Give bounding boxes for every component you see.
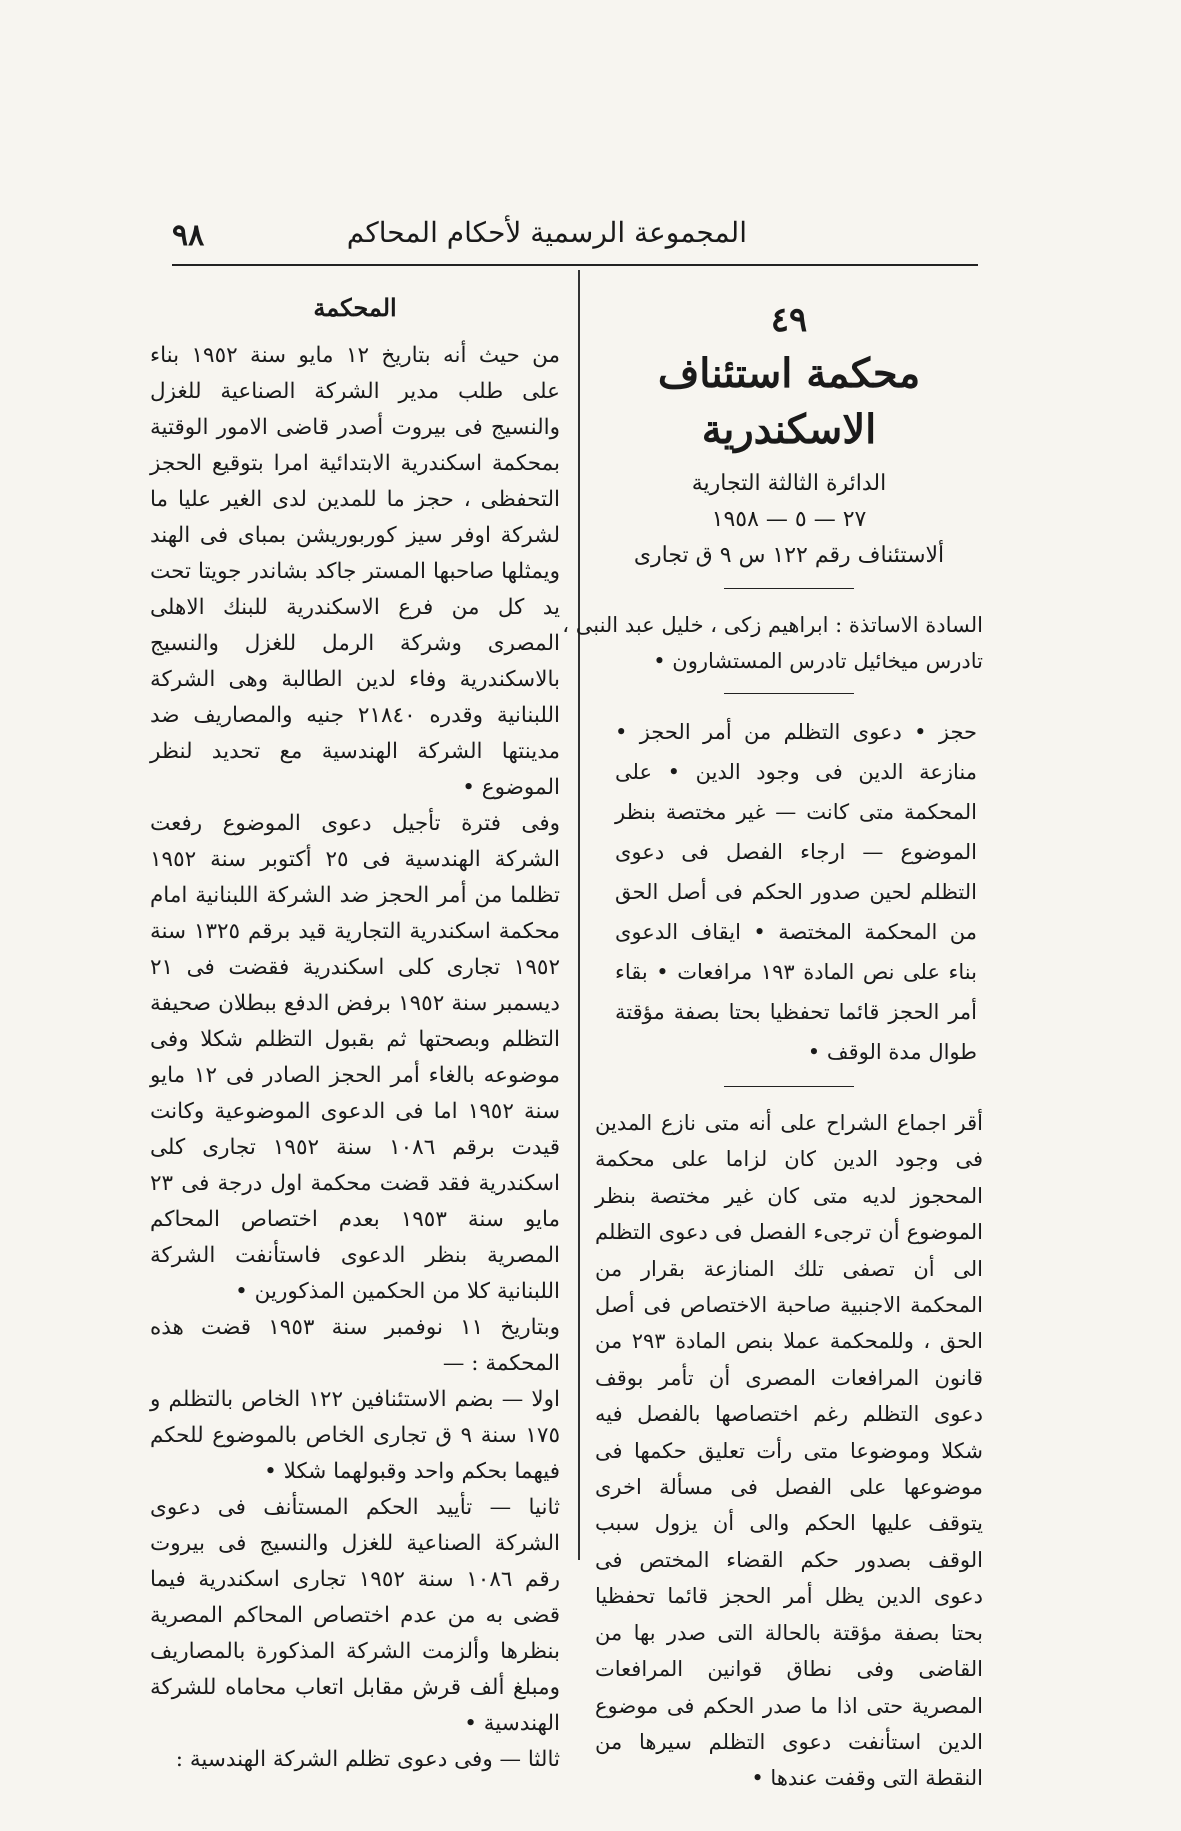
paragraph: ثانيا — تأييد الحكم المستأنف فى دعوى الشركة الصناعية للغزل والنسيج فى بيروت رقم ١٠٨٦ سنة ١٩٥٢ تجارى اسكندرية فيما قضى به من عدم اختصاص المحاكم المصرية بنظرها وألزمت الشركة المذكورة بالمصاريف ومبلغ ألف قرش مقابل اتعاب محاماه للشركة الهندسية • [150,1495,561,1736]
paragraph: ثالثا — وفى دعوى تظلم الشركة الهندسية : [175,1747,560,1772]
paragraph: اولا — بضم الاستئنافين ١٢٢ الخاص بالتظلم و ١٧٥ سنة ٩ ق تجارى الخاص بالموضوع للحكم فيهما بحكم واحد وقبولهما شكلا • [150,1387,561,1484]
paragraph: وفى فترة تأجيل دعوى الموضوع رفعت الشركة الهندسية فى ٢٥ أكتوبر سنة ١٩٥٢ تظلما من أمر الحجز ضد الشركة اللبنانية امام محكمة اسكندرية التجارية قيد برقم ١٣٢٥ سنة ١٩٥٢ تجارى كلى اسكندرية فقضت فى ٢١ ديسمبر سنة ١٩٥٢ برفض الدفع ببطلان صحيفة التظلم وبصحتها ثم بقبول التظلم شكلا وفى موضوعه بالغاء أمر الحجز الصادر فى ١٢ مايو سنة ١٩٥٢ اما فى الدعوى الموضوعية وكانت قيدت برقم ١٠٨٦ سنة ١٩٥٢ تجارى كلى اسكندرية فقد قضت محكمة اول درجة فى ٢٣ مايو سنة ١٩٥٣ بعدم اختصاص المحاكم المصرية بنظر الدعوى فاستأنفت الشركة اللبنانية كلا من الحكمين المذكورين • [150,811,561,1304]
paragraph: وبتاريخ ١١ نوفمبر سنة ١٩٥٣ قضت هذه المحكمة : — [150,1315,561,1376]
left-column [150,290,560,1778]
column-divider [578,270,580,1560]
header-rule [172,264,978,266]
page-header [172,210,972,260]
running-title: المجموعة الرسمية لأحكام المحاكم [346,216,747,249]
legal-principle: أقر اجماع الشراح على أنه متى نازع المدين فى وجود الدين كان لزاما على محكمة المحجوز لديه متى كان غير مختصة بنظر الموضوع أن ترجىء الفصل فى دعوى التظلم الى أن تصفى تلك المنازعة بقرار من المحكمة الاجنبية صاحبة الاختصاص فى أصل الحق ، وللمحكمة عملا بنص المادة ٢٩٣ من قانون المرافعات المصرى أن تأمر بوقف دعوى التظلم رغم اختصاصها بالفصل فيه شكلا وموضوعا متى رأت تعليق حكمها فى موضوعها على الفصل فى مسألة اخرى يتوقف عليها الحكم والى أن يزول سبب الوقف بصدور حكم القضاء المختص فى دعوى الدين يظل أمر الحجز قائما تحفظيا بحتا بصفة مؤقتة بالحالة التى صدر بها من القاضى وفى نطاق قوانين المرافعات المصرية حتى اذا ما صدر الحكم فى موضوع الدين استأنفت دعوى التظلم سيرها من النقطة التى وقفت عندها • [595,1111,983,1791]
case-summary: حجز • دعوى التظلم من أمر الحجز • منازعة الدين فى وجود الدين • على المحكمة متى كانت — غير مختصة بنظر الموضوع — ارجاء الفصل فى دعوى التظلم لحين صدور الحكم فى أصل الحق من المحكمة المختصة • ايقاف الدعوى بناء على نص المادة ١٩٣ مرافعات • بقاء أمر الحجز قائما تحفظيا بحتا بصفة مؤقتة طوال مدة الوقف • [615,720,977,1064]
judges-line: تادرس ميخائيل تادرس المستشارون • [653,649,983,673]
case-number: ٤٩ [770,300,808,340]
judgment-date: ٢٧ — ٥ — ١٩٥٨ [711,507,867,532]
circuit-name: الدائرة الثالثة التجارية [691,471,887,496]
page-number: ٩٨ [172,218,205,253]
judges-list [562,607,983,679]
appeal-number: ألاستئناف رقم ١٢٢ س ٩ ق تجارى [633,543,945,568]
section-heading: المحكمة [313,293,397,322]
separator-rule [724,588,854,589]
separator-rule [724,693,854,694]
judges-line: السادة الاساتذة : ابراهيم زكى ، خليل عبد النبى ، [562,613,983,637]
court-name: محكمة استئناف الاسكندرية [657,350,921,453]
right-column [562,300,983,1797]
separator-rule [724,1086,854,1087]
paragraph: من حيث أنه بتاريخ ١٢ مايو سنة ١٩٥٢ بناء على طلب مدير الشركة الصناعية للغزل والنسيج فى بيروت أصدر قاضى الامور الوقتية بمحكمة اسكندرية الابتدائية امرا بتوقيع الحجز التحفظى ، حجز ما للمدين لدى الغير عليا ما لشركة اوفر سيز كوربوريشن بمباى فى الهند ويمثلها صاحبها المستر جاكد بشاندر جويتا تحت يد كل من فرع الاسكندرية للبنك الاهلى المصرى وشركة الرمل للغزل والنسيج بالاسكندرية وفاء لدين الطالبة وهى الشركة اللبنانية وقدره ٢١٨٤٠ جنيه والمصاريف ضد مدينتها الشركة الهندسية مع تحديد لنظر الموضوع • [150,343,560,800]
